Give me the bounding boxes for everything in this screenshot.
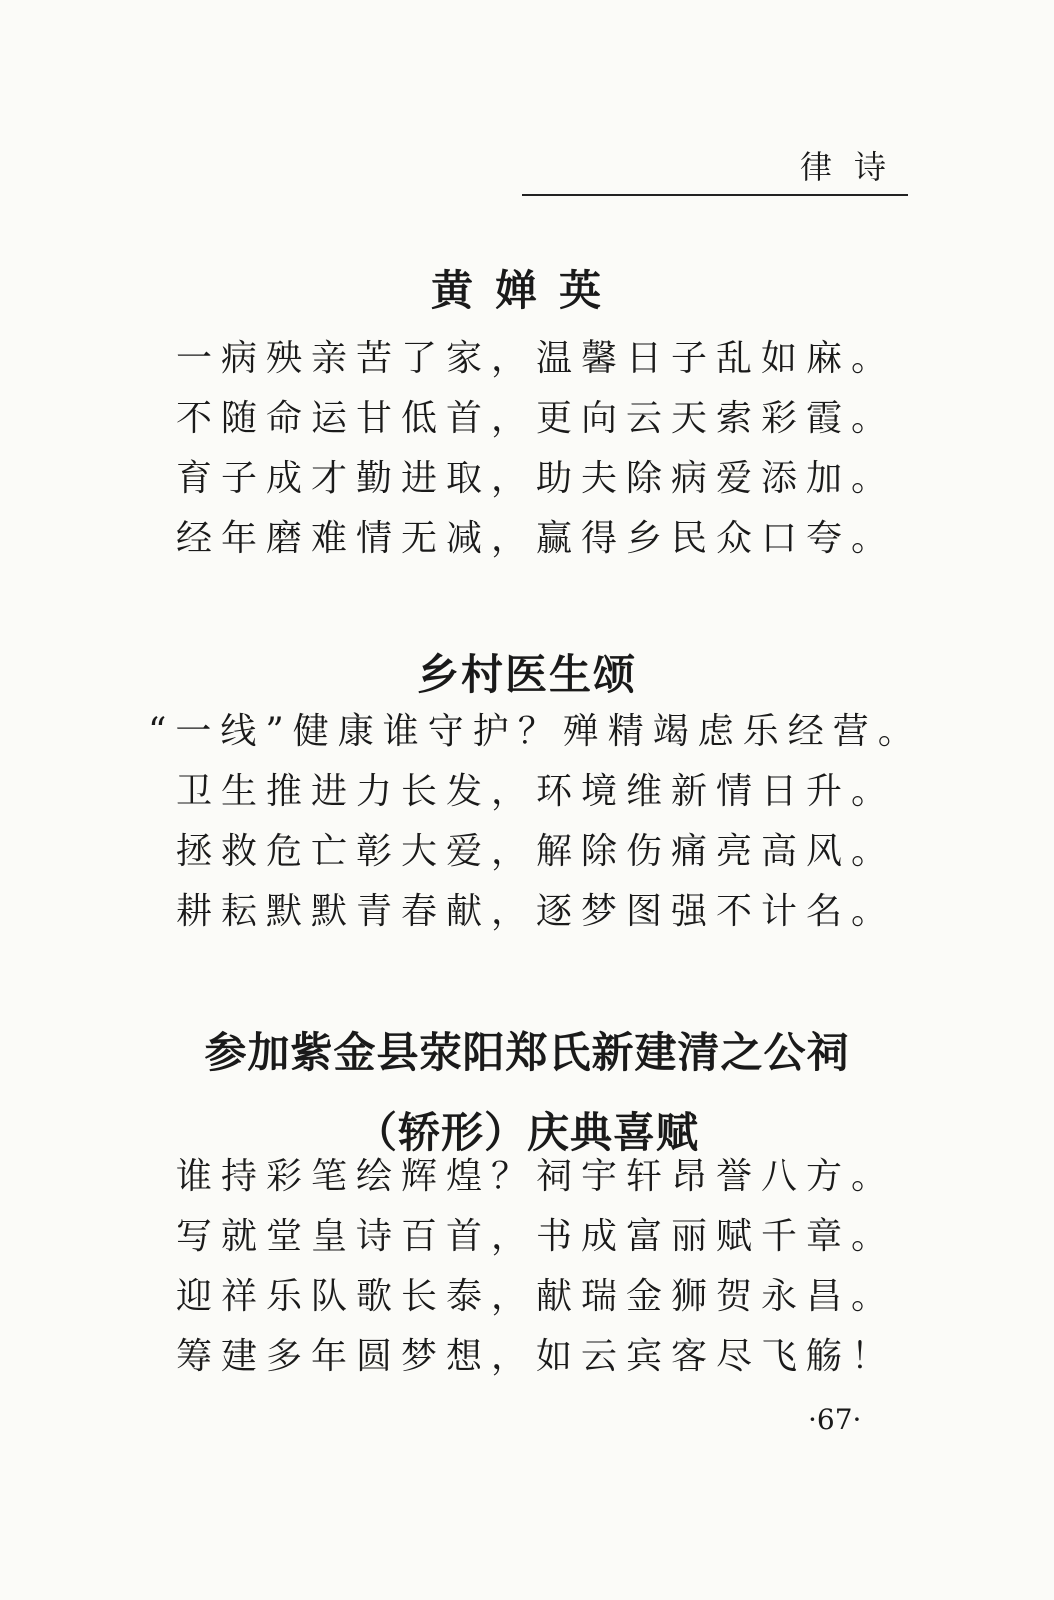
poem-subtitle: （轿形）庆典喜赋 (354, 1108, 699, 1157)
poem-title: 乡村医生颂 (416, 650, 637, 699)
verse-line: 一病殃亲苦了家，温馨日子乱如麻。 (176, 338, 897, 379)
verse-line: 迎祥乐队歌长泰，献瑞金狮贺永昌。 (176, 1276, 897, 1317)
verse-line: 耕耘默默青春献，逐梦图强不计名。 (176, 891, 897, 932)
verse-line: 卫生推进力长发，环境维新情日升。 (176, 771, 897, 812)
poem-title: 黄婵英 (430, 266, 623, 315)
verse-line: 经年磨难情无减，赢得乡民众口夸。 (176, 518, 897, 559)
verse-line: 谁持彩笔绘辉煌？祠宇轩昂誉八方。 (176, 1156, 897, 1197)
verse-line: 不随命运甘低首，更向云天索彩霞。 (176, 398, 897, 439)
poem-title: 参加紫金县荥阳郑氏新建清之公祠 (204, 1028, 850, 1077)
page-number: ·67· (808, 1403, 862, 1436)
verse-line: “一线”健康谁守护？殚精竭虑乐经营。 (148, 711, 923, 752)
running-head: 律诗 (522, 142, 908, 196)
verse-line: 写就堂皇诗百首，书成富丽赋千章。 (176, 1216, 897, 1257)
verse-line: 育子成才勤进取，助夫除病爱添加。 (176, 458, 897, 499)
verse-line: 筹建多年圆梦想，如云宾客尽飞觞！ (176, 1336, 897, 1377)
verse-line: 拯救危亡彰大爱，解除伤痛亮高风。 (176, 831, 897, 872)
